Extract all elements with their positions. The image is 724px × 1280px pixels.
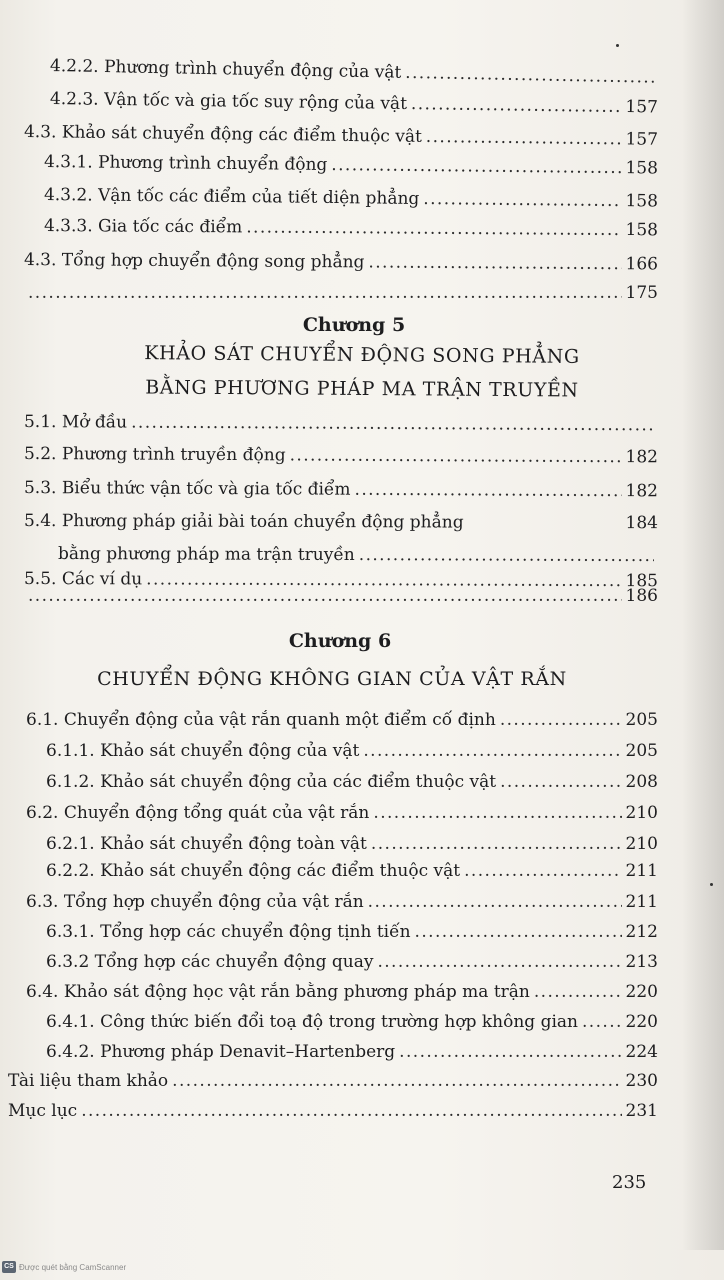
toc-entry bbox=[50, 85, 658, 121]
toc-entry-label: 6.2.2. Khảo sát chuyển động các điểm thuộc vật bbox=[46, 861, 461, 881]
dot-leader bbox=[411, 90, 622, 121]
toc-entry bbox=[46, 948, 658, 976]
toc-entry-label: 5.4. Phương pháp giải bài toán chuyển động phẳng bbox=[23, 511, 464, 533]
dot-leader bbox=[415, 918, 622, 946]
scan-speck bbox=[710, 883, 713, 886]
toc-entry-label: 6.4. Khảo sát động học vật rắn bằng phương pháp ma trận bbox=[26, 982, 530, 1002]
scanner-watermark bbox=[2, 1261, 126, 1273]
toc-entry-label: 5.3. Biểu thức vận tốc và gia tốc điểm bbox=[23, 478, 351, 500]
toc-entry bbox=[8, 1067, 658, 1095]
toc-entry-label: 5.5. Các ví dụ bbox=[23, 569, 143, 590]
toc-entry-label: Mục lục bbox=[8, 1101, 78, 1121]
toc-entry bbox=[8, 1097, 658, 1125]
dot-leader bbox=[500, 706, 622, 734]
toc-entry-page: 211 bbox=[625, 861, 658, 881]
chapter-title: CHUYỂN ĐỘNG KHÔNG GIAN CỦA VẬT RẮN bbox=[97, 668, 567, 690]
toc-entry bbox=[46, 737, 658, 765]
toc-entry-page: 182 bbox=[625, 481, 659, 502]
toc-entry-label: Tài liệu tham khảo bbox=[8, 1071, 169, 1091]
dot-leader bbox=[373, 799, 621, 827]
toc-entry-label: 6.3.2 Tổng hợp các chuyển động quay bbox=[46, 952, 374, 972]
toc-entry-page: 184 bbox=[625, 513, 659, 534]
toc-entry-page: 158 bbox=[625, 158, 659, 179]
dot-leader bbox=[368, 248, 621, 278]
toc-entry-page: 175 bbox=[625, 283, 658, 303]
toc-entry-label: bằng phương pháp ma trận truyền bbox=[57, 544, 355, 566]
chapter-title: BẰNG PHƯƠNG PHÁP MA TRẬN TRUYỀN bbox=[145, 376, 579, 402]
toc-entry bbox=[26, 978, 658, 1006]
toc-entry-label: 4.3.1. Phương trình chuyển động bbox=[43, 152, 328, 175]
dot-leader bbox=[28, 582, 622, 610]
spacer bbox=[464, 528, 626, 529]
toc-entry bbox=[46, 857, 658, 885]
chapter-label: Chương 6 bbox=[288, 630, 392, 652]
toc-entry-page: 213 bbox=[625, 952, 658, 972]
toc-entry-label: 6.4.2. Phương pháp Denavit–Hartenberg bbox=[46, 1042, 396, 1062]
toc-entry bbox=[24, 408, 658, 439]
dot-leader bbox=[290, 441, 622, 471]
dot-leader bbox=[377, 948, 621, 976]
toc-entry-label: 5.1. Mở đầu bbox=[23, 412, 128, 433]
dot-leader bbox=[399, 1038, 621, 1066]
dot-leader bbox=[500, 768, 621, 796]
toc-entry-page: 224 bbox=[625, 1042, 658, 1062]
toc-entry-page: 157 bbox=[625, 129, 659, 150]
toc-entry bbox=[46, 768, 658, 796]
toc-entry-page: 157 bbox=[625, 97, 659, 118]
chapter-title: KHẢO SÁT CHUYỂN ĐỘNG SONG PHẲNG bbox=[144, 342, 580, 368]
toc-entry-page: 220 bbox=[625, 982, 658, 1002]
toc-entry-label: 6.1. Chuyển động của vật rắn quanh một điểm cố định bbox=[26, 710, 496, 730]
toc-entry bbox=[26, 888, 658, 916]
toc-entry-page: 210 bbox=[625, 834, 658, 854]
page-binding-shadow bbox=[682, 0, 724, 1250]
dot-leader bbox=[363, 737, 621, 765]
toc-entry-page: 210 bbox=[625, 803, 658, 823]
toc-entry-page: 230 bbox=[625, 1071, 658, 1091]
toc-entry-page: 211 bbox=[625, 892, 658, 912]
toc-entry-page: 185 bbox=[625, 571, 659, 592]
toc-entry bbox=[44, 181, 658, 215]
dot-leader bbox=[368, 888, 622, 916]
toc-entry-label: 4.3.3. Gia tốc các điểm bbox=[43, 216, 243, 238]
toc-entry-label: 5.2. Phương trình truyền động bbox=[23, 444, 286, 466]
toc-entry bbox=[46, 1008, 658, 1036]
toc-entry-label: 6.1.2. Khảo sát chuyển động của các điểm thuộc vật bbox=[46, 772, 497, 792]
toc-entry-continuation bbox=[24, 279, 658, 307]
dot-leader bbox=[81, 1097, 621, 1125]
dot-leader bbox=[172, 1067, 621, 1095]
toc-entry-page: 205 bbox=[625, 710, 658, 730]
dot-leader bbox=[464, 857, 621, 885]
toc-entry-page: 231 bbox=[625, 1101, 658, 1121]
toc-entry bbox=[46, 918, 658, 946]
camscanner-logo-icon: CS bbox=[2, 1261, 16, 1273]
toc-entry-label: 6.2.1. Khảo sát chuyển động toàn vật bbox=[46, 834, 367, 854]
toc-entry bbox=[26, 706, 658, 734]
toc-entry bbox=[46, 830, 658, 858]
scan-speck bbox=[616, 44, 619, 47]
toc-entry-page: 158 bbox=[625, 191, 659, 212]
toc-entry-label: 4.2.2. Phương trình chuyển động của vật bbox=[49, 56, 402, 83]
toc-entry-label: 6.4.1. Công thức biến đổi toạ độ trong trường hợp không gian bbox=[46, 1012, 578, 1032]
toc-entry bbox=[24, 440, 658, 471]
dot-leader bbox=[131, 409, 654, 440]
dot-leader bbox=[331, 151, 621, 182]
toc-entry-label: 4.2.3. Vận tốc và gia tốc suy rộng của vật bbox=[49, 89, 408, 114]
toc-entry bbox=[26, 799, 658, 827]
toc-entry-page: 205 bbox=[625, 741, 658, 761]
toc-entry-page: 158 bbox=[625, 220, 659, 241]
dot-leader bbox=[582, 1008, 622, 1036]
toc-entry bbox=[44, 148, 658, 182]
chapter-label: Chương 5 bbox=[302, 314, 406, 336]
toc-entry-page: 208 bbox=[625, 772, 658, 792]
toc-entry-label: 6.1.1. Khảo sát chuyển động của vật bbox=[46, 741, 360, 761]
toc-entry-label: 6.3. Tổng hợp chuyển động của vật rắn bbox=[26, 892, 364, 912]
toc-entry-label: 6.3.1. Tổng hợp các chuyển động tịnh tiến bbox=[46, 922, 411, 942]
toc-entry-label: 4.3. Tổng hợp chuyển động song phẳng bbox=[23, 250, 365, 273]
toc-entry-label: 4.3. Khảo sát chuyển động các điểm thuộc vật bbox=[23, 122, 422, 147]
toc-entry bbox=[46, 1038, 658, 1066]
toc-entry-page: 186 bbox=[625, 586, 658, 606]
dot-leader bbox=[426, 123, 622, 153]
dot-leader bbox=[534, 978, 622, 1006]
dot-leader bbox=[246, 213, 621, 244]
dot-leader bbox=[423, 185, 621, 215]
toc-entry bbox=[24, 507, 658, 537]
dot-leader bbox=[354, 476, 621, 505]
toc-entry-label: 4.3.2. Vận tốc các điểm của tiết diện phẳng bbox=[43, 185, 420, 209]
page-number: 235 bbox=[612, 1172, 647, 1193]
toc-entry bbox=[44, 212, 658, 244]
dot-leader bbox=[28, 279, 622, 307]
scanner-watermark-text: Được quét bằng CamScanner bbox=[19, 1262, 127, 1272]
toc-entry bbox=[24, 474, 658, 505]
toc-entry-page: 166 bbox=[625, 254, 659, 275]
dot-leader bbox=[371, 830, 622, 858]
toc-entry-label: 6.2. Chuyển động tổng quát của vật rắn bbox=[26, 803, 370, 823]
toc-entry-page: 212 bbox=[625, 922, 658, 942]
dot-leader bbox=[405, 59, 654, 92]
toc-entry-page: 220 bbox=[625, 1012, 658, 1032]
toc-entry-page: 182 bbox=[625, 447, 659, 468]
toc-entry bbox=[24, 246, 658, 278]
toc-entry-continuation bbox=[24, 582, 658, 610]
